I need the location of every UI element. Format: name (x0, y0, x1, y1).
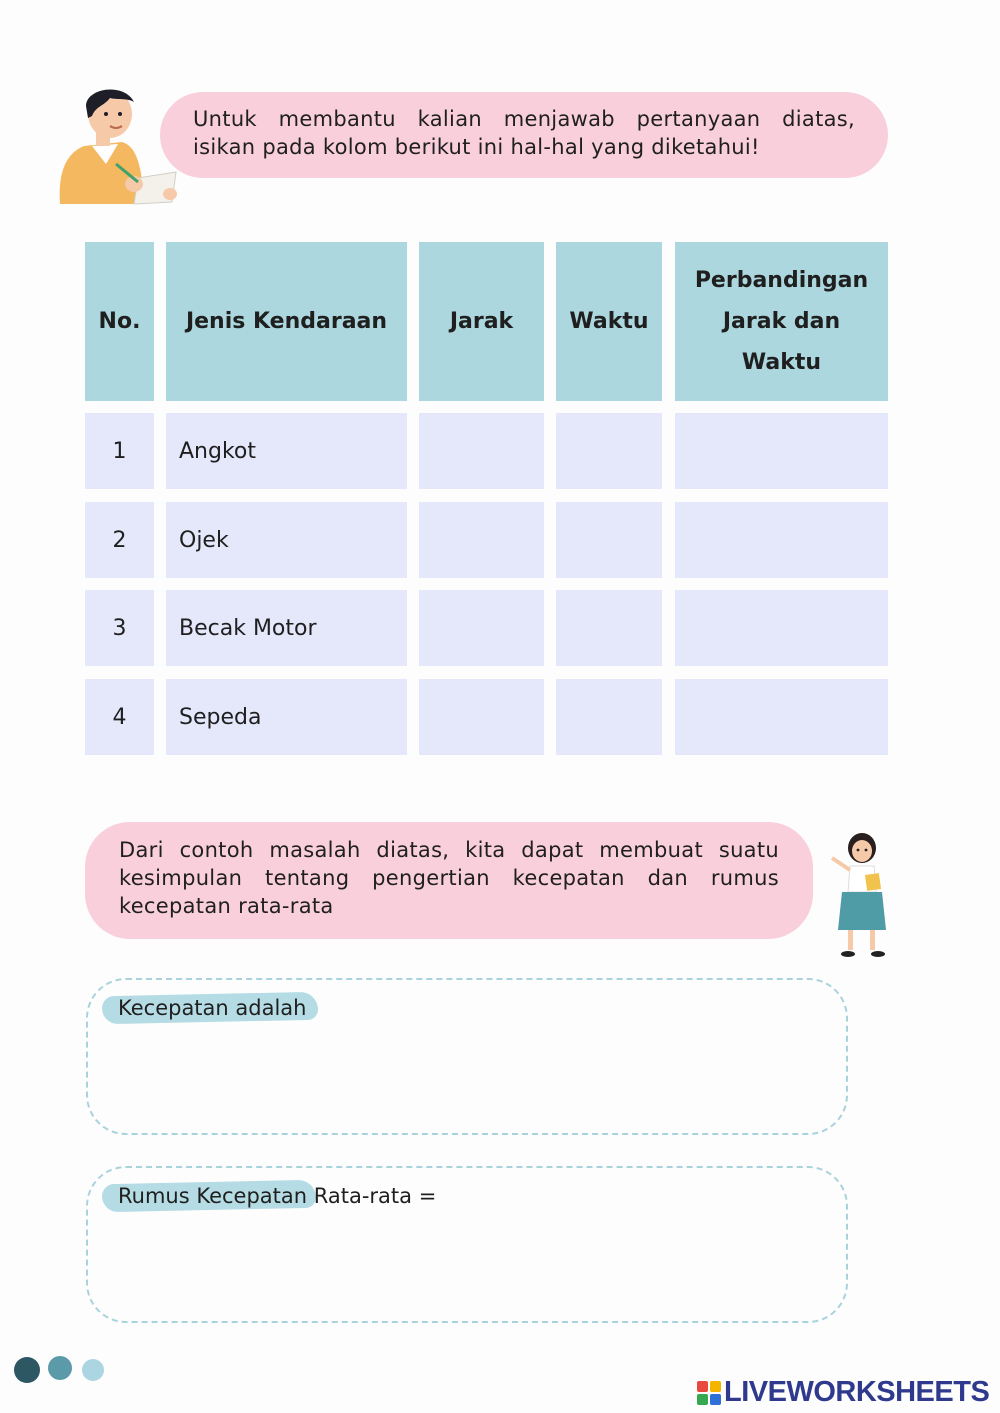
intro-speech-bubble (160, 92, 888, 178)
formula-label-highlight-text: Rumus Kecepatan (118, 1184, 308, 1208)
liveworksheets-logo (697, 1376, 989, 1409)
row-1-distance-input[interactable] (419, 413, 544, 489)
intro-line-1: Untuk membantu kalian menjawab pertanyaan diatas, (193, 107, 855, 131)
header-time: Waktu (556, 242, 662, 401)
speed-definition-box[interactable] (86, 978, 848, 1135)
row-1-time-input[interactable] (556, 413, 662, 489)
conclusion-speech-bubble (85, 822, 813, 939)
conclusion-line-3: kecepatan rata-rata (119, 894, 334, 918)
header-no: No. (85, 242, 154, 401)
decor-dot-dark (14, 1357, 40, 1383)
conclusion-line-1: Dari contoh masalah diatas, kita dapat membuat suatu (119, 838, 779, 862)
header-ratio-line-2: Jarak dan (722, 309, 841, 334)
row-4-ratio-input[interactable] (675, 679, 888, 755)
row-2-vehicle: Ojek (166, 502, 407, 578)
girl-illustration (826, 830, 892, 960)
row-3-vehicle: Becak Motor (166, 590, 407, 666)
liveworksheets-logo-icon (697, 1381, 721, 1405)
row-3-time-input[interactable] (556, 590, 662, 666)
decor-dot-mid (48, 1356, 72, 1380)
row-2-time-input[interactable] (556, 502, 662, 578)
liveworksheets-logo-text: LIVEWORKSHEETS (724, 1376, 990, 1408)
conclusion-line-2: kesimpulan tentang pengertian kecepatan dan rumus (119, 866, 779, 890)
header-distance: Jarak (419, 242, 544, 401)
row-4-vehicle: Sepeda (166, 679, 407, 755)
row-3-ratio-input[interactable] (675, 590, 888, 666)
average-speed-formula-box[interactable] (86, 1166, 848, 1323)
header-ratio-line-3: Waktu (741, 350, 822, 375)
row-1-no: 1 (85, 413, 154, 489)
row-1-vehicle: Angkot (166, 413, 407, 489)
intro-line-2: isikan pada kolom berikut ini hal-hal yang diketahui! (193, 135, 760, 159)
row-2-ratio-input[interactable] (675, 502, 888, 578)
speed-definition-label (118, 996, 306, 1020)
row-4-distance-input[interactable] (419, 679, 544, 755)
row-3-no: 3 (85, 590, 154, 666)
header-vehicle: Jenis Kendaraan (166, 242, 407, 401)
row-3-distance-input[interactable] (419, 590, 544, 666)
row-4-time-input[interactable] (556, 679, 662, 755)
row-4-no: 4 (85, 679, 154, 755)
formula-label-rest-text: Rata-rata = (307, 1184, 437, 1208)
row-2-distance-input[interactable] (419, 502, 544, 578)
speed-definition-label-text: Kecepatan adalah (118, 996, 307, 1020)
row-1-ratio-input[interactable] (675, 413, 888, 489)
average-speed-formula-label (118, 1184, 436, 1208)
row-2-no: 2 (85, 502, 154, 578)
header-ratio-line-1: Perbandingan (694, 268, 869, 293)
header-ratio (675, 242, 888, 401)
decor-dot-light (82, 1359, 104, 1381)
